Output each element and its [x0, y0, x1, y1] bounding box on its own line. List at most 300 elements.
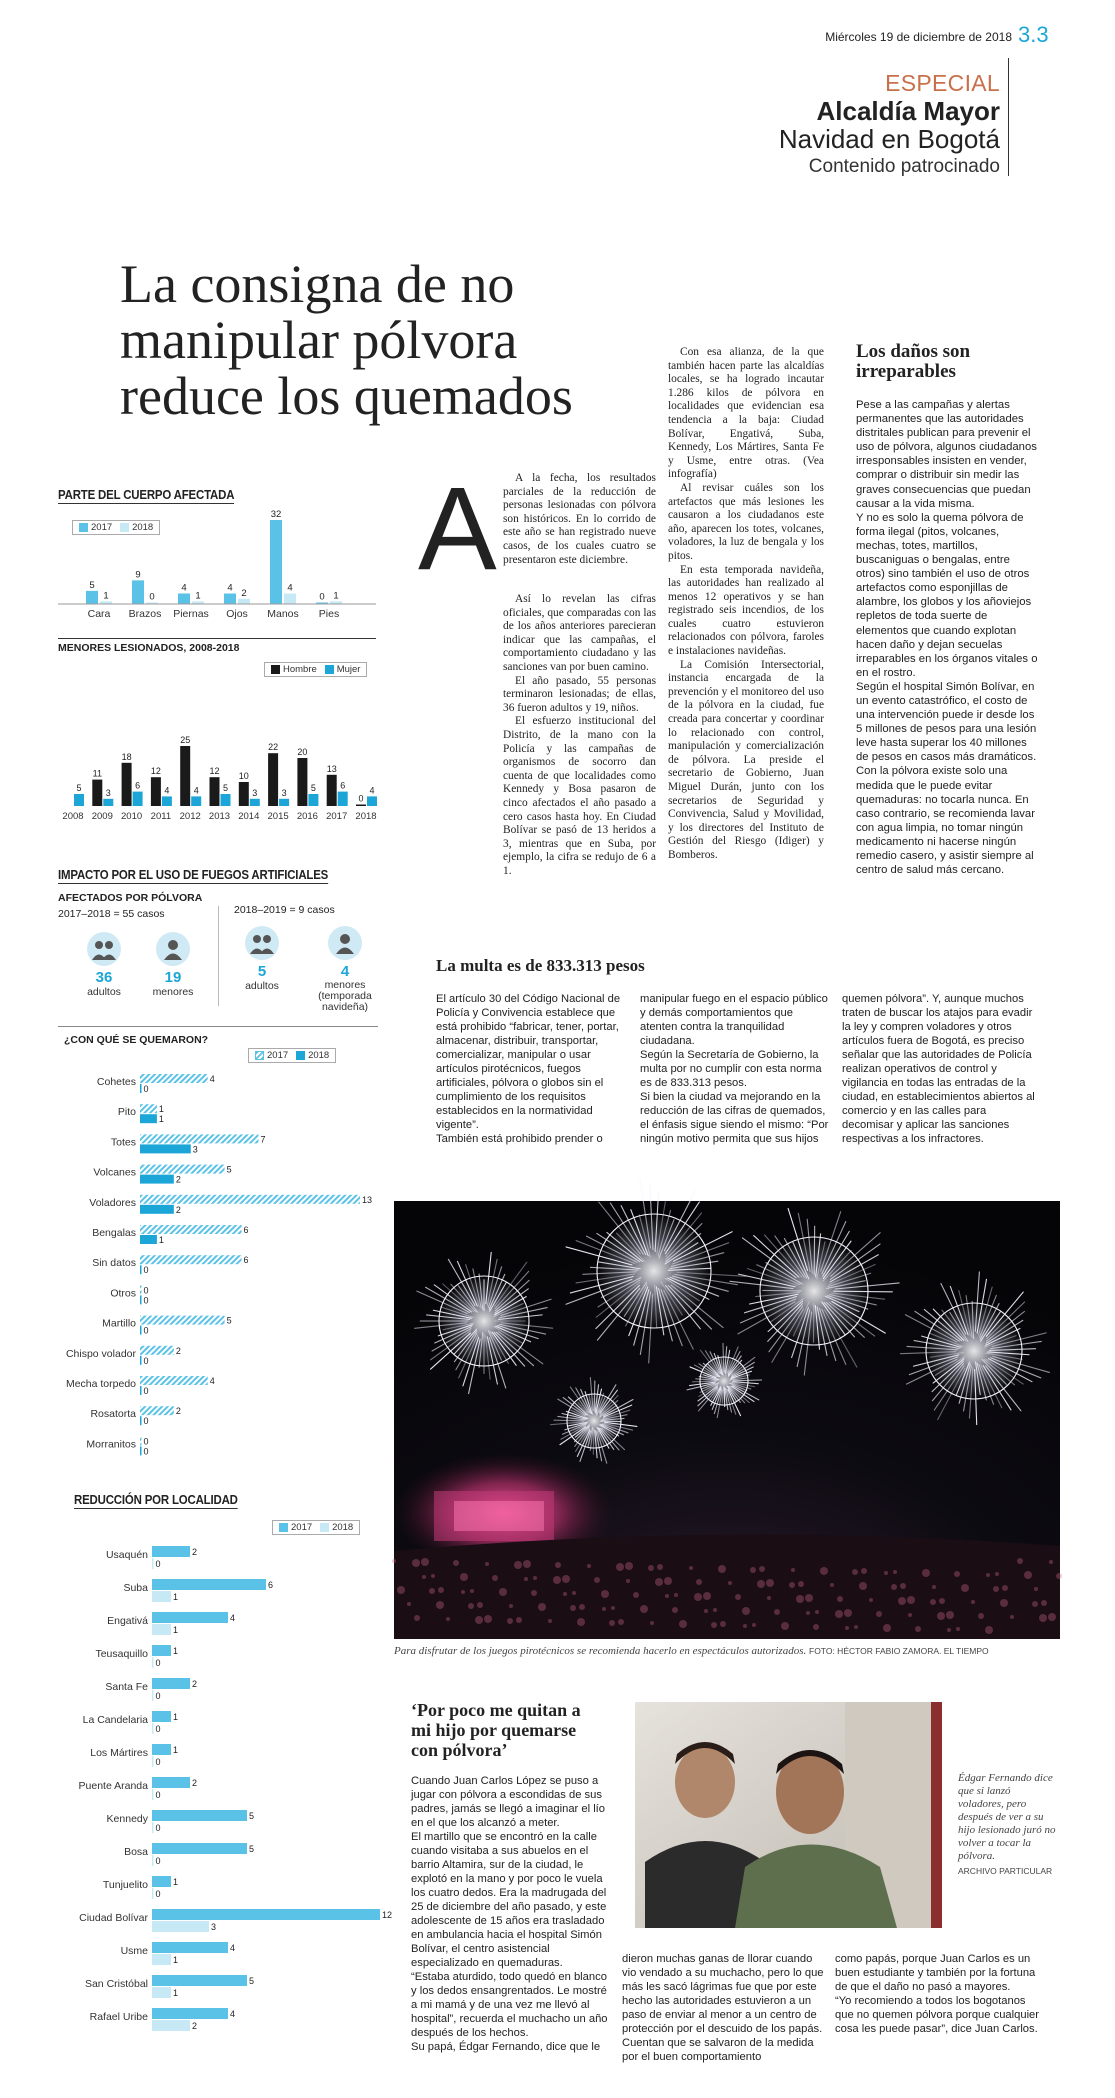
bar-sin-datos-2018: [140, 1265, 142, 1274]
fireworks-photo: [394, 1201, 1060, 1639]
bar-value-label: 0: [155, 1658, 161, 1668]
bar-value-label: 6: [243, 1255, 249, 1266]
crowd-dot: [766, 1579, 774, 1587]
crowd-dot: [555, 1562, 561, 1568]
bar-la-candelaria-2018: [152, 1723, 154, 1734]
crowd-dot: [674, 1593, 678, 1597]
article-col2: [668, 346, 824, 863]
bar-value-label: 6: [135, 780, 141, 791]
page-number: 3.3: [1018, 22, 1049, 47]
photo-caption: [394, 1645, 989, 1657]
crowd-dot: [728, 1581, 732, 1585]
crowd-dot: [1034, 1587, 1038, 1591]
bar-value-label: 0: [155, 1691, 161, 1701]
bar-value-label: 2: [192, 1679, 198, 1689]
crowd-dot: [625, 1562, 633, 1570]
bar-chispo-volador-2018: [140, 1356, 142, 1365]
crowd-dot: [514, 1561, 522, 1569]
bar-value-label: 1: [173, 1988, 179, 1998]
crowd-dot: [845, 1626, 849, 1630]
bar-2012-mujer: [191, 796, 201, 806]
y-tick-label: Mecha torpedo: [65, 1378, 136, 1390]
impacto-label-2: menores: [152, 986, 194, 998]
crowd-dot: [735, 1594, 741, 1600]
article-col1-p3: El año pasado, 55 personas terminaron lesionadas; de ellas, 36 fueron adultos y 19, niños.: [503, 674, 656, 714]
bar-martillo-2017: [140, 1316, 225, 1325]
crowd-dot: [791, 1568, 795, 1572]
bar-morranitos-2017: [140, 1436, 142, 1445]
bar-value-label: 2: [175, 1345, 181, 1356]
bar-ojos-2018: [238, 599, 250, 604]
crowd-dot: [446, 1617, 450, 1621]
y-tick-label: Chispo volador: [65, 1347, 136, 1360]
crowd-dot: [657, 1564, 663, 1570]
bar-value-label: 4: [209, 1074, 215, 1084]
crowd-dot: [908, 1613, 912, 1617]
bar-cohetes-2017: [140, 1074, 208, 1083]
crowd-dot: [507, 1618, 513, 1624]
bar-value-label: 0: [358, 793, 364, 804]
bar-value-label: 12: [382, 1910, 393, 1920]
bar-value-label: 5: [222, 783, 229, 793]
crowd-dot: [915, 1626, 921, 1632]
bar-manos-2018: [284, 594, 296, 605]
x-tick-label: 2008: [62, 811, 84, 822]
crowd-dot: [820, 1567, 828, 1575]
x-tick-label: Brazos: [128, 608, 162, 620]
bar-voladores-2017: [140, 1195, 360, 1204]
bar-bosa-2017: [152, 1843, 247, 1854]
x-tick-label: Pies: [318, 608, 340, 620]
crowd-dot: [601, 1590, 609, 1598]
bar-2009-mujer: [103, 799, 113, 806]
impacto-divider: [218, 906, 219, 1006]
bar-piernas-2017: [178, 594, 190, 605]
crowd-dot: [664, 1577, 672, 1585]
sidebar-p1: Pese a las campañas y alertas permanentes que las autoridades distritales publican para prevenir el uso de pólvora, algunos ciudadanos irresponsables insisten en vender, comprar o distribuir sin medir las graves consecuencias que puedan causar a la vida misma.: [856, 399, 1037, 510]
bar-value-label: 0: [155, 1823, 161, 1833]
y-tick-label: Teusaquillo: [95, 1648, 148, 1660]
crowd-dot: [570, 1605, 576, 1611]
crowd-dot: [718, 1565, 726, 1573]
bar-usaquén-2018: [152, 1558, 154, 1569]
crowd-dot: [523, 1560, 531, 1568]
firework-spark: [692, 1381, 716, 1382]
crowd-dot: [813, 1624, 819, 1630]
crowd-dot: [883, 1624, 891, 1632]
crowd-dot: [986, 1573, 990, 1577]
bar-martillo-2018: [140, 1326, 142, 1335]
x-tick-label: 2010: [121, 811, 143, 822]
bar-value-label: 2: [192, 1547, 198, 1557]
bar-value-label: 3: [281, 787, 287, 798]
crowd-dot: [587, 1564, 591, 1568]
impacto-period2: 2018–2019 = 9 casos: [234, 904, 335, 916]
bar-value-label: 0: [143, 1446, 149, 1457]
bar-value-label: 18: [121, 751, 132, 762]
legend-label-2017-c: 2017: [291, 1522, 313, 1533]
bar-value-label: 4: [227, 582, 233, 594]
impacto-item-4: [312, 926, 378, 1013]
bar-voladores-2018: [140, 1205, 174, 1214]
sidebar-p2: Y no es solo la quema pólvora de forma ilegal (pitos, volcanes, mechas, totes, martillos, buscaniguas o bengalas, entre otros) sino también el uso de otros artefactos como esponjillas de alambre, los globos y los añoviejos repletos de toda suerte de elementos que cuando explotan hacen daño y dejan secuelas irreparables en los órganos vitales o en el rostro.: [856, 511, 1038, 679]
firework-spark: [814, 1226, 815, 1275]
bar-value-label: 2: [192, 1778, 198, 1788]
bar-suba-2017: [152, 1579, 266, 1590]
bar-value-label: 2: [175, 1204, 181, 1215]
crowd-dot: [665, 1594, 669, 1598]
crowd-dot: [436, 1601, 444, 1609]
bar-value-label: 0: [155, 1757, 161, 1767]
bar-value-label: 13: [326, 763, 337, 774]
crowd-dot: [752, 1623, 756, 1627]
firework-glow: [926, 1303, 1022, 1399]
crowd-dot: [891, 1584, 897, 1590]
crowd-dot: [798, 1581, 804, 1587]
bar-value-label: 0: [155, 1724, 161, 1734]
bar-value-label: 0: [143, 1436, 149, 1447]
legend-label-2018-b: 2018: [308, 1050, 330, 1061]
crowd-dot: [516, 1617, 522, 1623]
article-col2-p3: En esta temporada navideña, las autoridades han realizado al menos 12 operativos y se han registrado seis incendios, de los cuales cuatro estuvieron relacionados con pólvora, faroles e instalaciones navideñas.: [668, 563, 824, 658]
x-tick-label: 2009: [91, 811, 113, 822]
bar-value-label: 1: [173, 1592, 179, 1602]
story-col3: como papás, porque Juan Carlos es un buen estudiante y también por la fortuna de que el daño no pasó a mayores. “Yo recomiendo a todos los bogotanos que no quemen pólvora porque cualquier cosa les puede pasar”, dice Juan Carlos.: [835, 1953, 1040, 2035]
crowd-dot: [696, 1579, 702, 1585]
bar-cara-2017: [86, 591, 98, 604]
sidebar-title: Los daños son irreparables: [856, 341, 971, 382]
legend-label-2018: 2018: [132, 522, 154, 533]
bar-2014-mujer: [250, 799, 260, 806]
bar-2016-hombre: [297, 758, 307, 806]
crowd-dot: [815, 1610, 819, 1614]
bar-value-label: 5: [249, 1811, 255, 1821]
legend-label-2017-b: 2017: [267, 1050, 289, 1061]
y-tick-label: Voladores: [89, 1196, 136, 1209]
bar-value-label: 3: [252, 787, 258, 798]
y-tick-label: Engativá: [107, 1615, 148, 1627]
y-tick-label: Puente Aranda: [78, 1780, 148, 1792]
crowd-dot: [414, 1615, 420, 1621]
crowd-dot: [1041, 1600, 1047, 1606]
x-tick-label: 2016: [296, 811, 318, 822]
x-tick-label: 2013: [208, 811, 231, 822]
bar-value-label: 4: [287, 582, 293, 594]
y-tick-label: Suba: [123, 1582, 148, 1594]
bar-tunjuelito-2018: [152, 1888, 154, 1899]
y-tick-label: La Candelaria: [82, 1714, 148, 1726]
bar-value-label: 2: [241, 587, 247, 599]
bar-value-label: 1: [173, 1646, 179, 1656]
y-tick-label: Totes: [110, 1136, 136, 1149]
y-tick-label: Sin datos: [92, 1257, 136, 1270]
crowd-dot: [468, 1603, 474, 1609]
crowd-dot: [524, 1577, 528, 1581]
impacto-item-1: [74, 932, 134, 998]
crowd-dot: [577, 1618, 585, 1626]
crowd-dot: [900, 1583, 906, 1589]
sidebar-body: [856, 398, 1038, 877]
article-col1-cont: [503, 593, 656, 878]
bar-la-candelaria-2017: [152, 1711, 171, 1722]
multa-title: La multa es de 833.313 pesos: [436, 956, 645, 975]
story-title-line-2: mi hijo por quemarse: [411, 1720, 577, 1740]
y-tick-label: Rosatorta: [90, 1408, 136, 1421]
bar-value-label: 12: [150, 766, 161, 777]
crowd-dot: [609, 1620, 615, 1626]
bar-2016-mujer: [308, 794, 318, 806]
bar-los-mártires-2018: [152, 1756, 154, 1767]
bar-value-label: 0: [143, 1355, 149, 1366]
crowd-dot: [470, 1589, 474, 1593]
sidebar-p4: Con la pólvora existe solo una medida que le puede evitar quemaduras: no tocarla nunca. En caso contrario, se recomienda lavar con agua limpia, no tomar ningún medicamento ni hacerse ningún remedio casero, y asistir siempre al centro de salud más cercano.: [856, 765, 1035, 877]
bar-bengalas-2017: [140, 1225, 242, 1234]
bar-value-label: 4: [230, 1943, 236, 1953]
chart-artifacts: [58, 1034, 388, 1457]
crowd-dot: [806, 1611, 810, 1615]
crowd-dot: [679, 1620, 687, 1628]
crowd-dot: [859, 1582, 867, 1590]
y-tick-label: Kennedy: [106, 1813, 148, 1825]
crowd-dot: [1049, 1560, 1053, 1564]
firework-spark: [733, 1380, 761, 1381]
header-rule: [1008, 58, 1009, 176]
bar-value-label: 9: [135, 569, 141, 581]
bar-teusaquillo-2017: [152, 1645, 171, 1656]
crowd-dot: [922, 1569, 930, 1577]
multa-col1: El artículo 30 del Código Nacional de Policía y Convivencia establece que está prohibido “fabricar, tener, portar, almacenar, distribuir, transportar, comercializar, manipular o usar artículos pirotécnicos, fuegos artificiales, pólvora o globos sin el cumplimiento de los requisitos establecidos en la normatividad vigente”. También está prohibido prender o: [436, 993, 621, 1145]
bar-rafael-uribe-2018: [152, 2020, 190, 2031]
y-tick-label: Otros: [110, 1287, 136, 1300]
adults-icon: [87, 932, 121, 966]
firework-spark: [594, 1381, 595, 1411]
bar-value-label: 2: [192, 2021, 198, 2031]
crowd-dot: [1032, 1601, 1038, 1607]
bar-ciudad-bolívar-2018: [152, 1921, 209, 1932]
y-tick-label: Bosa: [124, 1846, 148, 1858]
chart-body-parts: [58, 486, 376, 636]
crowd-dot: [1039, 1614, 1047, 1622]
y-tick-label: Pito: [117, 1106, 136, 1119]
crowd-dot: [985, 1626, 993, 1634]
crowd-dot: [854, 1625, 858, 1629]
y-tick-label: Bengalas: [92, 1227, 136, 1239]
impacto-block: [58, 866, 378, 1036]
crowd-dot: [477, 1602, 483, 1608]
crowd-dot: [750, 1567, 756, 1573]
crowd-dot: [492, 1575, 498, 1581]
article-col2-p4: La Comisión Intersectorial, instancia encargada de la prevención y el monitoreo del uso de la pólvora en la ciudad, fue creada para concertar y coordinar lo relacionado con control, manipulación y comercialización de pólvora. La preside el secretario de Gobierno, Juan Miguel Durán, junto con los secretarios de Seguridad y Convivencia, Salud y Movilidad, y los directores del Instituto de Gestión del Riesgo (Idiger) y Bomberos.: [668, 658, 824, 861]
bar-manos-2017: [270, 520, 282, 604]
headline-line-2: manipular pólvora: [120, 310, 518, 370]
bar-bengalas-2018: [140, 1235, 157, 1244]
bar-mecha-torpedo-2018: [140, 1386, 142, 1395]
crowd-dot: [704, 1609, 708, 1613]
crowd-dot: [611, 1606, 615, 1610]
crowd-dot: [971, 1600, 975, 1604]
x-tick-label: 2011: [150, 811, 172, 822]
bar-value-label: 0: [143, 1295, 149, 1306]
headline: [120, 256, 640, 424]
bar-value-label: 0: [143, 1386, 149, 1396]
crowd-dot: [876, 1611, 882, 1617]
crowd-dot: [930, 1599, 936, 1605]
bar-value-label: 1: [195, 590, 201, 602]
bar-rosatorta-2017: [140, 1406, 174, 1415]
bar-value-label: 0: [319, 591, 325, 603]
chart-body-parts-svg: [58, 486, 376, 636]
bar-ciudad-bolívar-2017: [152, 1909, 380, 1920]
bar-volcanes-2018: [140, 1175, 174, 1184]
bar-value-label: 1: [173, 1712, 179, 1722]
bar-engativá-2017: [152, 1612, 228, 1623]
bar-2017-hombre: [327, 775, 337, 806]
bar-usaquén-2017: [152, 1546, 190, 1557]
bar-value-label: 5: [249, 1976, 255, 1986]
crowd-dot: [421, 1558, 429, 1566]
father-son-photo: [635, 1702, 942, 1928]
article-col1-p2: Así lo revelan las cifras oficiales, que comparadas con las de los años anteriores parecieran indicar que las campañas, el comportamiento ciudadano y las sanciones van por buen camino.: [503, 593, 656, 673]
crowd-dot: [993, 1586, 999, 1592]
story-col2: dieron muchas ganas de llorar cuando vio vendado a su muchacho, pero lo que más les sacó lágrimas fue que por este hecho las autoridades estuvieron a un paso de enviar al menor a un centro de protección por el descuido de los papás. Cuentan que se salvaron de la medida por el buen comportamiento: [622, 1953, 824, 2063]
bar-2013-mujer: [221, 794, 231, 806]
impacto-subtitle: AFECTADOS POR PÓLVORA: [58, 892, 203, 904]
y-tick-label: Martillo: [102, 1317, 136, 1330]
photo-credit: FOTO: HÉCTOR FABIO ZAMORA. EL TIEMPO: [809, 1646, 989, 1656]
crowd-dot: [485, 1562, 489, 1566]
bar-value-label: 0: [155, 1889, 161, 1899]
headline-line-3: reduce los quemados: [120, 366, 573, 426]
bar-2015-mujer: [279, 799, 289, 806]
crowd-dot: [835, 1610, 843, 1618]
y-tick-label: Cohetes: [96, 1076, 136, 1088]
crowd-dot: [1002, 1585, 1008, 1591]
impacto-title: IMPACTO POR EL USO DE FUEGOS ARTIFICIALES: [58, 867, 329, 882]
y-tick-label: Ciudad Bolívar: [79, 1912, 148, 1924]
crowd-dot: [907, 1596, 915, 1604]
x-tick-label: Ojos: [226, 608, 248, 620]
drop-cap: A: [418, 463, 497, 595]
bar-pito-2018: [140, 1114, 157, 1123]
bar-puente-aranda-2017: [152, 1777, 190, 1788]
crowd-dot: [563, 1592, 567, 1596]
legend-label-2018-c: 2018: [332, 1522, 354, 1533]
bar-value-label: 5: [226, 1315, 232, 1326]
bar-value-label: 25: [180, 735, 191, 745]
multa-col2: manipular fuego en el espacio público y demás comportamientos que atenten contra la tranquilidad ciudadana. Según la Secretaría de Gobierno, la multa por no cumplir con esta norma es de 833.313 pesos. Si bien la ciudad va mejorando en la reducción de las cifras de quemados, el énfasis sigue siendo el mismo: “Por ningún motivo permita que sus hijos: [640, 993, 829, 1145]
chart-body-parts-title: PARTE DEL CUERPO AFECTADA: [58, 487, 235, 502]
bar-value-label: 5: [249, 1844, 255, 1854]
bar-value-label: 1: [173, 1955, 179, 1965]
bar-value-label: 4: [369, 785, 375, 796]
crowd-dot: [869, 1598, 873, 1602]
crowd-dot: [837, 1596, 843, 1602]
bar-value-label: 1: [158, 1114, 164, 1125]
bar-value-label: 4: [209, 1376, 215, 1386]
crowd-dot: [548, 1619, 552, 1623]
impacto-value-2: 19: [164, 969, 182, 986]
story-title-line-1: ‘Por poco me quitan a: [411, 1700, 581, 1720]
bar-value-label: 4: [193, 785, 199, 796]
bar-value-label: 3: [211, 1922, 217, 1932]
minors-icon: [156, 932, 190, 966]
crowd-dot: [538, 1603, 546, 1611]
y-tick-label: San Cristóbal: [84, 1978, 148, 1990]
bar-2008-mujer: [74, 794, 84, 806]
impacto-label-4: menores (temporada navideña): [318, 979, 372, 1013]
bar-value-label: 0: [143, 1285, 149, 1296]
crowd-dot: [533, 1576, 537, 1580]
minors-icon-2018: [328, 926, 362, 960]
story-photo-caption-text: Édgar Fernando dice que si lanzó voladores, pero después de ver a su hijo lesionado juró no volver a tocar la pólvora.: [958, 1772, 1056, 1862]
crowd-dot: [720, 1621, 726, 1627]
bar-value-label: 0: [143, 1084, 149, 1094]
bar-san-cristóbal-2017: [152, 1975, 247, 1986]
bar-value-label: 2: [175, 1406, 181, 1417]
bar-value-label: 0: [143, 1265, 149, 1276]
chart-minors-title: MENORES LESIONADOS, 2008-2018: [58, 642, 240, 654]
chart-localities: [58, 1488, 398, 2031]
x-tick-label: 2012: [179, 811, 201, 822]
bar-brazos-2017: [132, 580, 144, 604]
crowd-dot: [939, 1598, 945, 1604]
crowd-dot: [956, 1627, 960, 1631]
bar-ojos-2017: [224, 594, 236, 605]
crowd-dot: [759, 1566, 765, 1572]
firework-spark: [834, 1291, 893, 1292]
impacto-value-1: 36: [95, 969, 113, 986]
y-tick-label: Santa Fe: [105, 1681, 148, 1693]
crowd-dot: [796, 1595, 804, 1603]
bar-value-label: 32: [270, 509, 282, 520]
bar-value-label: 4: [230, 2009, 236, 2019]
crowd-dot: [713, 1608, 717, 1612]
bar-2011-mujer: [162, 796, 172, 806]
crowd-dot: [602, 1607, 606, 1611]
bar-chispo-volador-2017: [140, 1346, 174, 1355]
bar-value-label: 4: [164, 785, 170, 796]
crowd-dot: [743, 1624, 747, 1628]
crowd-dot: [884, 1571, 888, 1575]
crowd-dot: [947, 1628, 951, 1632]
bar-2009-hombre: [92, 780, 102, 806]
impacto-value-4: 4: [340, 963, 350, 980]
bar-san-cristóbal-2018: [152, 1987, 171, 1998]
y-tick-label: Los Mártires: [90, 1747, 148, 1759]
bar-value-label: 0: [143, 1416, 149, 1427]
crowd-dot: [509, 1604, 513, 1608]
bar-value-label: 6: [340, 780, 346, 791]
bar-value-label: 6: [243, 1225, 249, 1235]
bar-morranitos-2018: [140, 1446, 142, 1455]
x-tick-label: Cara: [87, 608, 111, 620]
chart-artifacts-svg: [58, 1034, 388, 1457]
story-title: [411, 1700, 631, 1760]
crowd-dot: [594, 1577, 600, 1583]
bar-kennedy-2017: [152, 1810, 247, 1821]
sidebar-p3: Según el hospital Simón Bolívar, en un evento catastrófico, el costo de una intervención puede ir desde los 5 millones de pesos para una lesión leve hasta superar los 40 millones de pesos en casos más dramáticos.: [856, 680, 1037, 764]
bar-value-label: 1: [173, 1745, 179, 1755]
crowd-dot: [781, 1622, 789, 1630]
date-line: Miércoles 19 de diciembre de 2018: [825, 30, 1012, 44]
bar-value-label: 2: [175, 1174, 181, 1185]
x-tick-label: 2015: [267, 811, 289, 822]
crowd-dot: [650, 1621, 654, 1625]
bar-2017-mujer: [338, 792, 348, 806]
crowd-dot: [407, 1602, 411, 1606]
article-col2-p1: Con esa alianza, de la que también hacen parte las alcaldías locales, se ha logrado incautar 1.286 kilos de pólvora en localidades que evidencian esa tendencia a la baja: Ciudad Bolívar, Engativá, Suba, Kennedy, Los Mártires, Santa Fe y Usme, entre otras. (Vea infografía): [668, 346, 824, 481]
impacto-item-2: [138, 932, 208, 998]
